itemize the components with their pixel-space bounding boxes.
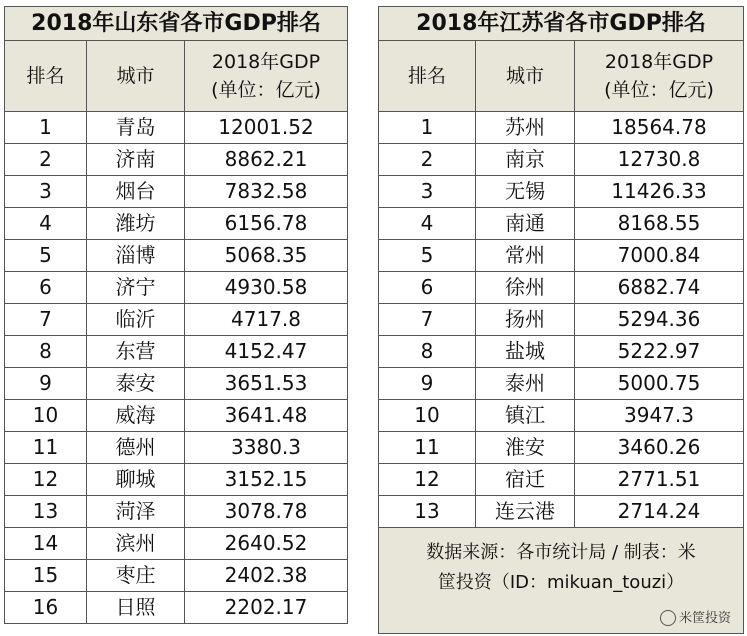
table-row — [5, 240, 348, 272]
table-row — [379, 368, 744, 400]
cell-gdp: 2402.38 — [185, 560, 348, 592]
table-row — [5, 112, 348, 144]
cell-gdp: 11426.33 — [575, 176, 744, 208]
cell-rank: 9 — [379, 368, 476, 400]
cell-rank: 5 — [5, 240, 87, 272]
cell-rank: 11 — [5, 432, 87, 464]
cell-city: 盐城 — [476, 336, 575, 368]
header-city: 城市 — [476, 41, 575, 112]
cell-rank: 8 — [5, 336, 87, 368]
cell-city: 连云港 — [476, 496, 575, 528]
cell-city: 日照 — [87, 592, 185, 624]
cell-city: 临沂 — [87, 304, 185, 336]
cell-city: 枣庄 — [87, 560, 185, 592]
cell-rank: 13 — [5, 496, 87, 528]
header-gdp: 2018年GDP (单位：亿元) — [185, 41, 348, 112]
cell-city: 南通 — [476, 208, 575, 240]
cell-gdp: 3152.15 — [185, 464, 348, 496]
table-row — [5, 464, 348, 496]
cell-rank: 14 — [5, 528, 87, 560]
cell-rank: 1 — [5, 112, 87, 144]
table-row — [5, 144, 348, 176]
header-city: 城市 — [87, 41, 185, 112]
cell-rank: 7 — [379, 304, 476, 336]
table-row — [379, 208, 744, 240]
cell-city: 无锡 — [476, 176, 575, 208]
table-row — [379, 112, 744, 144]
cell-gdp: 5222.97 — [575, 336, 744, 368]
source-note: 数据来源：各市统计局 / 制表：米 筐投资（ID：mikuan_touzi） — [379, 528, 744, 634]
table-row — [379, 464, 744, 496]
cell-gdp: 12001.52 — [185, 112, 348, 144]
cell-gdp: 18564.78 — [575, 112, 744, 144]
cell-rank: 6 — [5, 272, 87, 304]
table-row — [379, 144, 744, 176]
table-row — [379, 304, 744, 336]
cell-city: 淮安 — [476, 432, 575, 464]
table-row — [379, 272, 744, 304]
cell-city: 苏州 — [476, 112, 575, 144]
cell-rank: 7 — [5, 304, 87, 336]
cell-rank: 9 — [5, 368, 87, 400]
table-row — [5, 336, 348, 368]
cell-city: 镇江 — [476, 400, 575, 432]
table-row — [379, 176, 744, 208]
cell-city: 泰州 — [476, 368, 575, 400]
cell-city: 淄博 — [87, 240, 185, 272]
cell-rank: 15 — [5, 560, 87, 592]
cell-gdp: 3651.53 — [185, 368, 348, 400]
table-row — [5, 176, 348, 208]
cell-city: 扬州 — [476, 304, 575, 336]
cell-city: 泰安 — [87, 368, 185, 400]
table-row — [379, 336, 744, 368]
header-rank: 排名 — [379, 41, 476, 112]
table-row — [5, 368, 348, 400]
shandong-gdp-table — [4, 6, 348, 624]
cell-rank: 16 — [5, 592, 87, 624]
cell-gdp: 4152.47 — [185, 336, 348, 368]
table-row — [5, 592, 348, 624]
header-gdp: 2018年GDP (单位：亿元) — [575, 41, 744, 112]
cell-city: 东营 — [87, 336, 185, 368]
cell-gdp: 6156.78 — [185, 208, 348, 240]
cell-rank: 12 — [5, 464, 87, 496]
cell-city: 南京 — [476, 144, 575, 176]
jiangsu-gdp-table — [378, 6, 744, 634]
cell-gdp: 4717.8 — [185, 304, 348, 336]
table-row — [379, 496, 744, 528]
cell-city: 聊城 — [87, 464, 185, 496]
cell-city: 潍坊 — [87, 208, 185, 240]
cell-rank: 4 — [5, 208, 87, 240]
cell-gdp: 3641.48 — [185, 400, 348, 432]
cell-rank: 10 — [379, 400, 476, 432]
cell-city: 烟台 — [87, 176, 185, 208]
table-row — [5, 304, 348, 336]
cell-gdp: 3078.78 — [185, 496, 348, 528]
cell-gdp: 2202.17 — [185, 592, 348, 624]
cell-city: 济南 — [87, 144, 185, 176]
table-title: 2018年山东省各市GDP排名 — [5, 7, 348, 41]
cell-gdp: 2771.51 — [575, 464, 744, 496]
table-row — [5, 432, 348, 464]
cell-gdp: 3380.3 — [185, 432, 348, 464]
table-row — [5, 272, 348, 304]
cell-gdp: 8862.21 — [185, 144, 348, 176]
cell-rank: 2 — [379, 144, 476, 176]
table-row — [379, 400, 744, 432]
cell-gdp: 7000.84 — [575, 240, 744, 272]
cell-rank: 5 — [379, 240, 476, 272]
cell-rank: 6 — [379, 272, 476, 304]
cell-city: 威海 — [87, 400, 185, 432]
cell-rank: 2 — [5, 144, 87, 176]
cell-rank: 10 — [5, 400, 87, 432]
cell-city: 常州 — [476, 240, 575, 272]
cell-rank: 11 — [379, 432, 476, 464]
cell-gdp: 8168.55 — [575, 208, 744, 240]
cell-rank: 3 — [379, 176, 476, 208]
cell-gdp: 4930.58 — [185, 272, 348, 304]
cell-gdp: 2640.52 — [185, 528, 348, 560]
cell-rank: 4 — [379, 208, 476, 240]
cell-city: 宿迁 — [476, 464, 575, 496]
cell-gdp: 12730.8 — [575, 144, 744, 176]
cell-gdp: 2714.24 — [575, 496, 744, 528]
cell-rank: 1 — [379, 112, 476, 144]
table-row — [379, 432, 744, 464]
cell-city: 徐州 — [476, 272, 575, 304]
cell-rank: 8 — [379, 336, 476, 368]
cell-city: 济宁 — [87, 272, 185, 304]
cell-city: 滨州 — [87, 528, 185, 560]
header-rank: 排名 — [5, 41, 87, 112]
cell-rank: 3 — [5, 176, 87, 208]
table-row — [5, 528, 348, 560]
table-row — [5, 400, 348, 432]
table-row — [5, 560, 348, 592]
cell-city: 菏泽 — [87, 496, 185, 528]
wechat-icon — [660, 610, 676, 626]
cell-gdp: 3947.3 — [575, 400, 744, 432]
cell-city: 青岛 — [87, 112, 185, 144]
table-row — [379, 240, 744, 272]
cell-gdp: 6882.74 — [575, 272, 744, 304]
cell-gdp: 5068.35 — [185, 240, 348, 272]
cell-rank: 12 — [379, 464, 476, 496]
table-row — [5, 208, 348, 240]
cell-gdp: 7832.58 — [185, 176, 348, 208]
cell-rank: 13 — [379, 496, 476, 528]
table-title: 2018年江苏省各市GDP排名 — [379, 7, 744, 41]
table-row — [5, 496, 348, 528]
cell-gdp: 3460.26 — [575, 432, 744, 464]
cell-gdp: 5000.75 — [575, 368, 744, 400]
cell-gdp: 5294.36 — [575, 304, 744, 336]
cell-city: 德州 — [87, 432, 185, 464]
watermark: 米筐投资 — [660, 607, 731, 627]
